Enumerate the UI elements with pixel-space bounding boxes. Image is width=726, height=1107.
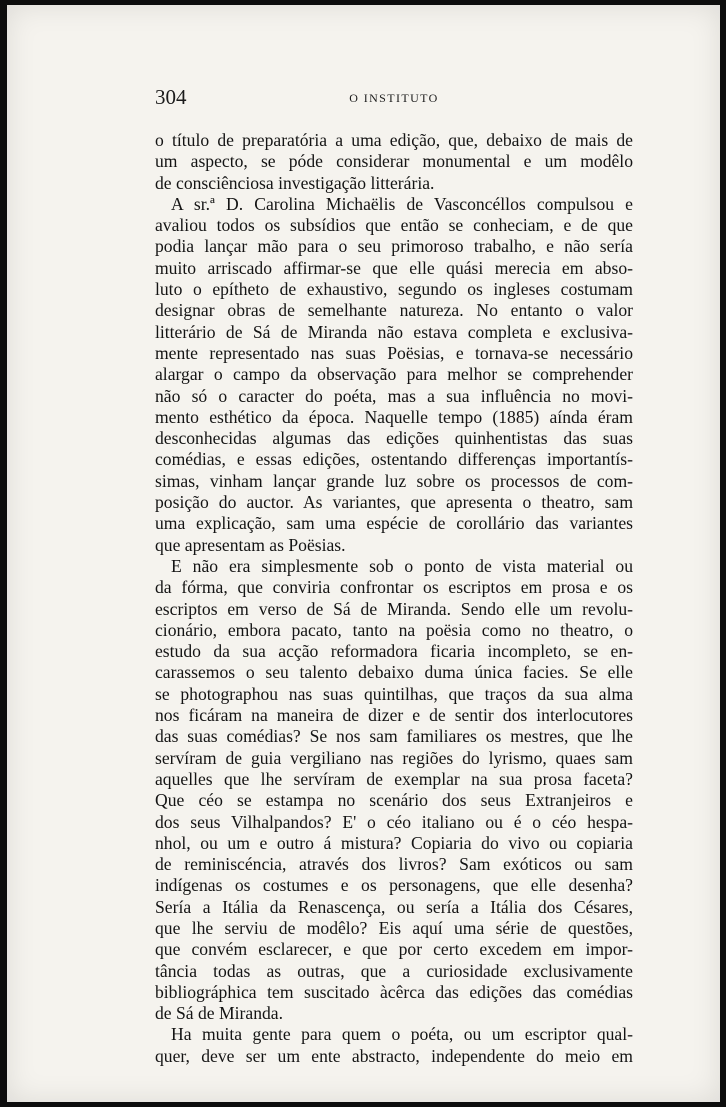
text-line: nhol, ou um e outro á mistura? Copiaria do vivo ou copiaria xyxy=(155,832,633,853)
text-line: bibliográphica tem suscitado àcêrca das edições das comédias xyxy=(155,981,633,1002)
running-title: O INSTITUTO xyxy=(349,91,439,105)
text-line: Sería a Itália da Renascença, ou sería a Itália dos Césares, xyxy=(155,896,633,917)
text-line: mente representado nas suas Poësias, e tornava-se necessário xyxy=(155,342,633,363)
text-line: uma explicação, sam uma espécie de corollário das variantes xyxy=(155,513,633,534)
text-line: designar obras de semelhante natureza. No entanto o valor xyxy=(155,300,633,321)
text-line: se photographou nas suas quintilhas, que traços da sua alma xyxy=(155,683,633,704)
text-line: posição do auctor. As variantes, que apresenta o theatro, sam xyxy=(155,492,633,513)
text-line: servíram de guia vergiliano nas regiões do lyrismo, quaes sam xyxy=(155,747,633,768)
text-line: mento esthético da época. Naquelle tempo (1885) aínda éram xyxy=(155,406,633,427)
text-line: que convém esclarecer, e que por certo excedem em impor- xyxy=(155,939,633,960)
body-text xyxy=(155,130,633,1067)
text-line: escriptos em verso de Sá de Miranda. Sendo elle um revolu- xyxy=(155,598,633,619)
text-line: das suas comédias? Se nos sam familiares os mestres, que lhe xyxy=(155,726,633,747)
text-line: aquelles que lhe servíram de exemplar na sua prosa faceta? xyxy=(155,768,633,789)
text-line: quer, deve ser um ente abstracto, independente do meio em xyxy=(155,1045,633,1066)
text-line: luto o epítheto de exhaustivo, segundo os ingleses costumam xyxy=(155,279,633,300)
text-line: nos ficáram na maneira de dizer e de sentir dos interlocutores xyxy=(155,705,633,726)
text-line: alargar o campo da observação para melhor se comprehender xyxy=(155,364,633,385)
text-line: cionário, embora pacato, tanto na poësia como no theatro, o xyxy=(155,619,633,640)
page-number: 304 xyxy=(155,85,187,109)
text-line: de Sá de Miranda. xyxy=(155,1003,284,1024)
text-line: Ha muita gente para quem o poéta, ou um escriptor qual- xyxy=(171,1024,633,1045)
text-line: simas, vinham lançar grande luz sobre os processos de com- xyxy=(155,470,633,491)
text-line: E não era simplesmente sob o ponto de vista material ou xyxy=(171,555,633,576)
page-header xyxy=(155,85,633,111)
text-line: A sr.ª D. Carolina Michaëlis de Vasconcéllos compulsou e xyxy=(171,193,633,214)
text-line: da fórma, que conviria confrontar os escriptos em prosa e os xyxy=(155,577,633,598)
text-line: um aspecto, se póde considerar monumental e um modêlo xyxy=(155,151,633,172)
text-line: carassemos o seu talento debaixo duma única facies. Se elle xyxy=(155,662,633,683)
text-line: de consciênciosa investigação litterária. xyxy=(155,172,435,193)
text-line: o título de preparatória a uma edição, que, debaixo de mais de xyxy=(155,130,633,150)
text-line: dos seus Vilhalpandos? E' o céo italiano ou é o céo hespa- xyxy=(155,811,633,832)
text-line: muito arriscado affirmar-se que elle quási merecia em abso- xyxy=(155,257,633,278)
text-line: comédias, e essas edições, ostentando differenças importantís- xyxy=(155,449,633,470)
text-line: que lhe serviu de modêlo? Eis aquí uma série de questões, xyxy=(155,917,633,938)
text-line: desconhecidas algumas das edições quinhentistas das suas xyxy=(155,428,633,449)
text-line: estudo da sua acção reformadora ficaria incompleto, se en- xyxy=(155,641,633,662)
text-line: indígenas os costumes e os personagens, que elle desenha? xyxy=(155,875,633,896)
text-line: de reminiscéncia, através dos livros? Sam exóticos ou sam xyxy=(155,854,633,875)
text-line: litterário de Sá de Miranda não estava completa e exclusiva- xyxy=(155,321,633,342)
text-line: Que céo se estampa no scenário dos seus Extranjeiros e xyxy=(155,790,633,811)
book-page xyxy=(7,5,720,1102)
text-line: podia lançar mão para o seu primoroso trabalho, e não sería xyxy=(155,236,633,257)
text-line: que apresentam as Poësias. xyxy=(155,534,346,555)
text-line: avaliou todos os subsídios que então se conheciam, e de que xyxy=(155,215,633,236)
text-line: tância todas as outras, que a curiosidade exclusivamente xyxy=(155,960,633,981)
text-line: não só o caracter do poéta, mas a sua influência no movi- xyxy=(155,385,633,406)
